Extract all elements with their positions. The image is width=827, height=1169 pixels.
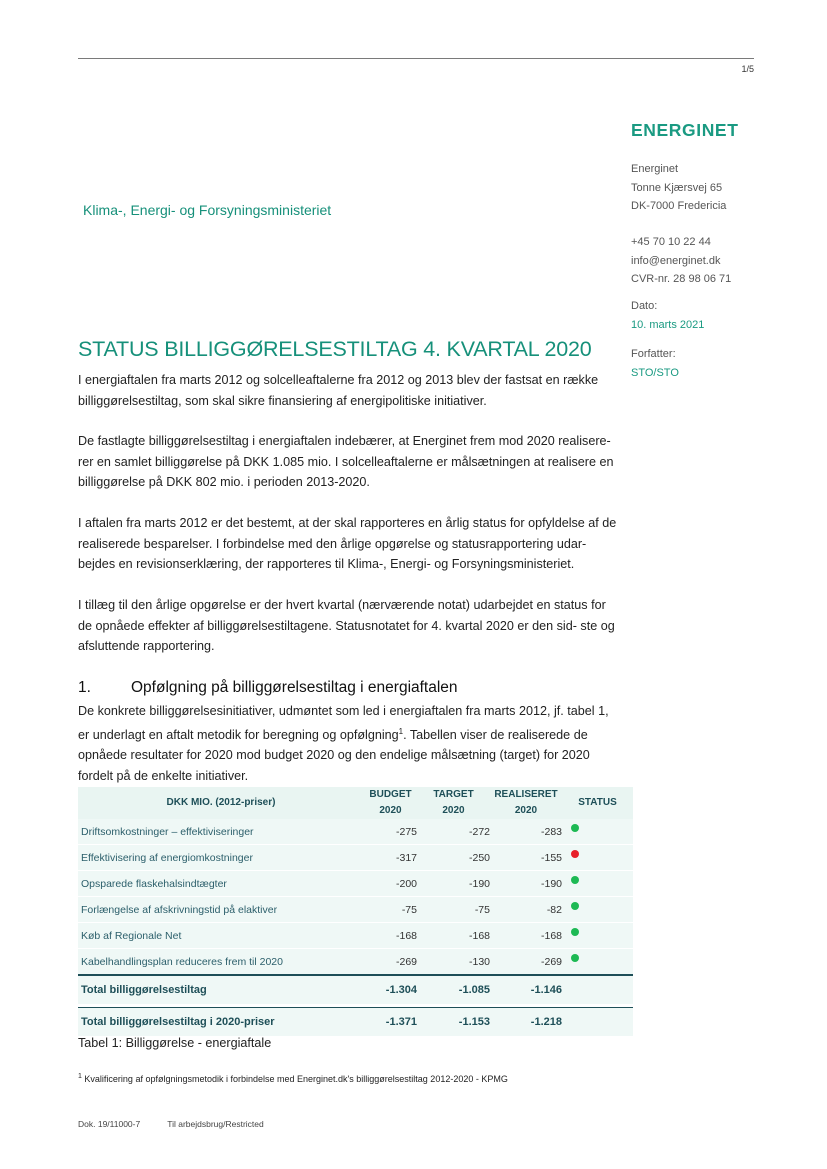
- row-name: Opsparede flaskehalsindtægter: [78, 871, 364, 897]
- paragraph-1: I energiaftalen fra marts 2012 og solcelleaftalerne fra 2012 og 2013 blev der fastsat en række billiggørelsestiltag, som skal sikre finansiering af energipolitiske initiativer.: [78, 373, 599, 408]
- row-budget: -317: [364, 845, 417, 871]
- total-name: Total billiggørelsestiltag i 2020-priser: [78, 1008, 364, 1037]
- table-row: [78, 949, 633, 976]
- row-target: -272: [417, 819, 490, 845]
- row-name: Køb af Regionale Net: [78, 923, 364, 949]
- row-realised: -168: [490, 923, 562, 949]
- header-realised: REALISERET 2020: [490, 787, 562, 819]
- sender-email: info@energinet.dk: [631, 254, 721, 267]
- paragraph-3: I aftalen fra marts 2012 er det bestemt, at der skal rapporteres en årlig status for opfyldelse af de realiserede besparelser. I forbindelse med den årlige opgørelse og statusrapportering udar- bejdes en revisionserklæring, der rapporteres til Klima-, Energi- og Forsyningsministeriet.: [78, 516, 617, 571]
- total-budget: -1.304: [364, 975, 417, 1004]
- footnote: [78, 1073, 508, 1084]
- total-target: -1.085: [417, 975, 490, 1004]
- row-budget: -75: [364, 897, 417, 923]
- table-row: [78, 923, 633, 949]
- row-target: -190: [417, 871, 490, 897]
- table-row: [78, 871, 633, 897]
- table-row: [78, 845, 633, 871]
- row-status: [562, 897, 633, 923]
- author-block: [631, 345, 679, 382]
- row-target: -130: [417, 949, 490, 976]
- document-title: STATUS BILLIGGØRELSESTILTAG 4. KVARTAL 2020: [78, 337, 592, 361]
- row-name: Kabelhandlingsplan reduceres frem til 2020: [78, 949, 364, 976]
- total-status: [562, 975, 633, 1004]
- footnote-mark: 1: [78, 1073, 82, 1080]
- paragraph-4: I tillæg til den årlige opgørelse er der hvert kvartal (nærværende notat) udarbejdet en status for de opnåede effekter af billiggørelsestiltagene. Statusnotatet for 4. kvartal 2020 er den sid- ste og afsluttende rapportering.: [78, 598, 615, 653]
- row-status: [562, 923, 633, 949]
- total-target: -1.153: [417, 1008, 490, 1037]
- header-label: DKK MIO. (2012-priser): [78, 787, 364, 819]
- status-dot-icon: [571, 824, 579, 832]
- row-realised: -82: [490, 897, 562, 923]
- paragraph-2: De fastlagte billiggørelsestiltag i energiaftalen indebærer, at Energinet frem mod 2020 realisere- rer en samlet billiggørelse på DKK 1.085 mio. I solcelleaftalerne er målsætningen at realisere en billiggørelse på DKK 802 mio. i perioden 2013-2020.: [78, 434, 614, 489]
- row-target: -168: [417, 923, 490, 949]
- sender-name: Energinet: [631, 163, 679, 175]
- status-dot-icon: [571, 850, 579, 858]
- total-budget: -1.371: [364, 1008, 417, 1037]
- row-status: [562, 871, 633, 897]
- sender-contact: [631, 233, 731, 289]
- table-row: [78, 897, 633, 923]
- section-heading: [78, 679, 458, 697]
- row-status: [562, 845, 633, 871]
- table-row: [78, 819, 633, 845]
- date-label: Dato:: [631, 300, 658, 312]
- date-value: 10. marts 2021: [631, 318, 705, 331]
- sender-address: [631, 160, 726, 216]
- sender-cvr: CVR-nr. 28 98 06 71: [631, 273, 732, 285]
- page-number: 1/5: [741, 64, 754, 74]
- row-realised: -155: [490, 845, 562, 871]
- recipient: Klima-, Energi- og Forsyningsministeriet: [83, 202, 332, 218]
- sender-street: Tonne Kjærsvej 65: [631, 181, 723, 194]
- table-total-row: [78, 1008, 633, 1037]
- section-intro-text: De konkrete billiggørelsesinitiativer, udmøntet som led i energiaftalen fra marts 2012, jf. tabel 1, er underlagt en aftalt metodik for beregning og opfølgning: [78, 704, 609, 742]
- row-realised: -190: [490, 871, 562, 897]
- row-name: Forlængelse af afskrivningstid på elaktiver: [78, 897, 364, 923]
- section-intro-text-cont: . Tabellen viser de realiserede de opnåede resultater for 2020 mod budget 2020 og den endelige målsætning (target) for 2020 fordelt på de enkelte initiativer.: [78, 727, 590, 783]
- status-dot-icon: [571, 954, 579, 962]
- header-target: TARGET 2020: [417, 787, 490, 819]
- row-status: [562, 819, 633, 845]
- footnote-ref: 1: [398, 726, 404, 736]
- header-budget: BUDGET 2020: [364, 787, 417, 819]
- row-realised: -269: [490, 949, 562, 976]
- status-dot-icon: [571, 876, 579, 884]
- footnote-text: Kvalificering af opfølgningsmetodik i forbindelse med Energinet.dk's billiggørelsestiltag 2012-2020 - KPMG: [84, 1074, 508, 1084]
- row-name: Effektivisering af energiomkostninger: [78, 845, 364, 871]
- date-block: [631, 297, 704, 334]
- row-status: [562, 949, 633, 976]
- section-intro: [78, 701, 618, 786]
- status-dot-icon: [571, 928, 579, 936]
- page-footer: [78, 1119, 264, 1129]
- sender-phone: +45 70 10 22 44: [631, 236, 711, 248]
- total-realised: -1.218: [490, 1008, 562, 1037]
- status-dot-icon: [571, 902, 579, 910]
- total-status: [562, 1008, 633, 1037]
- doc-number: Dok. 19/11000-7: [78, 1119, 141, 1129]
- row-budget: -168: [364, 923, 417, 949]
- author-label: Forfatter:: [631, 348, 676, 360]
- row-name: Driftsomkostninger – effektiviseringer: [78, 819, 364, 845]
- row-budget: -269: [364, 949, 417, 976]
- energinet-logo: ENERGINET: [631, 120, 739, 140]
- row-budget: -275: [364, 819, 417, 845]
- total-realised: -1.146: [490, 975, 562, 1004]
- row-realised: -283: [490, 819, 562, 845]
- table-header-row: [78, 787, 633, 819]
- row-budget: -200: [364, 871, 417, 897]
- table-total-row: [78, 975, 633, 1004]
- author-value: STO/STO: [631, 366, 679, 379]
- header-status: STATUS: [562, 787, 633, 819]
- sender-city: DK-7000 Fredericia: [631, 200, 727, 212]
- table-caption: Tabel 1: Billiggørelse - energiaftale: [78, 1036, 272, 1050]
- section-number: 1.: [78, 679, 91, 696]
- section-title: Opfølgning på billiggørelsestiltag i energiaftalen: [131, 679, 458, 696]
- savings-table: [78, 787, 633, 1036]
- header-rule: [78, 58, 754, 59]
- classification: Til arbejdsbrug/Restricted: [167, 1119, 264, 1129]
- row-target: -250: [417, 845, 490, 871]
- row-target: -75: [417, 897, 490, 923]
- total-name: Total billiggørelsestiltag: [78, 975, 364, 1004]
